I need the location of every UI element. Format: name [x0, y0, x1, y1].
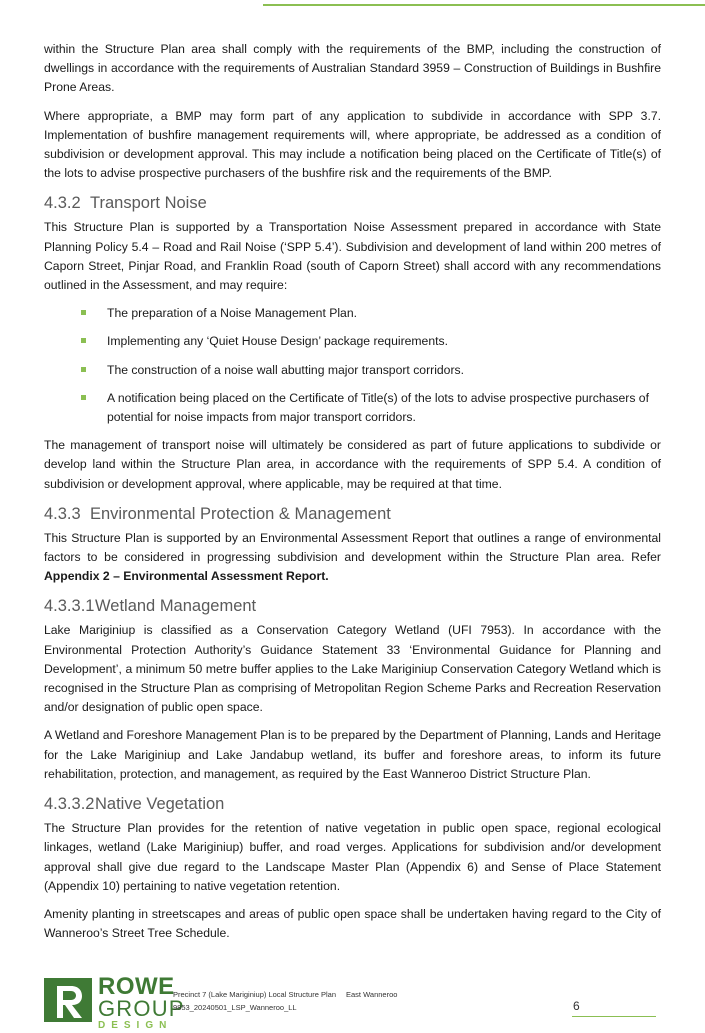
section-number: 4.3.3.1: [44, 597, 95, 616]
paragraph-wetland-foreshore-plan: A Wetland and Foreshore Management Plan is to be prepared by the Department of Planning, Lands and Heritage for the Lake Mariginiup and Lake Jandabup wetland, its buffer and foreshore areas, to inform its future rehabilitation, protection, and management, as required by the East Wanneroo District Structure Plan.: [44, 728, 661, 781]
logo-word-design: DESIGN: [98, 1020, 173, 1031]
section-number: 4.3.3: [44, 504, 81, 523]
logo-word-rowe: ROWE: [98, 973, 175, 1000]
logo-r-mark: [44, 978, 92, 1022]
appendix-reference: Appendix 2 – Environmental Assessment Report.: [44, 569, 329, 584]
paragraph-wetland-classification: Lake Mariginiup is classified as a Conservation Category Wetland (UFI 7953). In accordance with the Environmental Protection Authority’s Guidance Statement 33 ‘Environmental Guidance for Planning and Development’, a minimum 50 metre buffer applies to the Lake Mariginiup Conservation Category Wetland which is recognised in the Structure Plan as comprising of Metropolitan Region Scheme Parks and Recreation Reservation and/or designation of public open space.: [44, 623, 661, 715]
paragraph-text: This Structure Plan is supported by an Environmental Assessment Report that outlines a range of environmental factors to be considered in progressing subdivision and development within the Structure Plan area. Refer: [44, 530, 661, 565]
heading-wetland-management: [44, 595, 661, 617]
section-title: Environmental Protection & Management: [90, 504, 391, 523]
paragraph-native-vegetation-retention: The Structure Plan provides for the retention of native vegetation in public open space, regional ecological linkages, wetland (Lake Mariginiup) buffer, and road verges. Applications for subdivision and/or development approval shall give due regard to the Landscape Master Plan (Appendix 6) and Sense of Place Statement (Appendix 10) pertaining to native vegetation retention.: [44, 821, 661, 893]
section-title: Wetland Management: [95, 597, 257, 616]
paragraph-transport-noise-intro: This Structure Plan is supported by a Transportation Noise Assessment prepared in accordance with State Planning Policy 5.4 – Road and Rail Noise (‘SPP 5.4’). Subdivision and development of land within 200 metres of Caporn Street, Pinjar Road, and Franklin Road (south of Caporn Street) shall accord with any recommendations outlined in the Assessment, and may require:: [44, 220, 661, 293]
paragraph-bmp-compliance: within the Structure Plan area shall comply with the requirements of the BMP, including the construction of dwellings in accordance with the requirements of Australian Standard 3959 – Construction of Buildings in Bushfire Prone Areas.: [44, 42, 661, 95]
heading-transport-noise: [44, 192, 661, 214]
section-title: Native Vegetation: [95, 795, 225, 814]
footer-file-reference: 9853_20240501_LSP_Wanneroo_LL: [173, 1003, 297, 1012]
footer-location: East Wanneroo: [346, 990, 398, 999]
heading-native-vegetation: [44, 793, 661, 815]
section-number: 4.3.3.2: [44, 795, 95, 814]
heading-environmental-protection: [44, 503, 661, 525]
bullet-square-icon: [81, 338, 86, 343]
paragraph-environmental-assessment: [44, 529, 661, 587]
list-item-text: Implementing any ‘Quiet House Design’ package requirements.: [107, 334, 448, 349]
page-number-rule: [572, 1016, 656, 1017]
rowe-group-logo-icon: [44, 978, 92, 1022]
list-item: [107, 361, 661, 380]
logo-wordmark: [98, 975, 185, 1033]
list-item-text: A notification being placed on the Certificate of Title(s) of the lots to advise prospective purchasers of potential for noise impacts from major transport corridors.: [107, 390, 649, 425]
bullet-square-icon: [81, 367, 86, 372]
header-rule: [263, 4, 705, 6]
list-item-text: The construction of a noise wall abutting major transport corridors.: [107, 362, 464, 377]
paragraph-transport-noise-closing: The management of transport noise will ultimately be considered as part of future applications to subdivide or develop land within the Structure Plan area, in accordance with the requirements of SPP 5.4. A condition of subdivision or development approval, where applicable, may be required at that time.: [44, 438, 661, 491]
footer-document-info: [173, 988, 397, 1014]
page-footer: [0, 972, 705, 1031]
page-number: 6: [573, 999, 580, 1013]
footer-document-title: Precinct 7 (Lake Mariginiup) Local Structure Plan: [173, 990, 336, 999]
section-title: Transport Noise: [90, 194, 207, 213]
logo-word-group: GROUP: [98, 996, 185, 1021]
paragraph-bmp-application: Where appropriate, a BMP may form part of any application to subdivide in accordance with SPP 3.7. Implementation of bushfire management requirements will, where appropriate, be addressed as a condition of subdivision or development approval. This may include a notification being placed on the Certificate of Title(s) of the lots to advise prospective purchasers of the bushfire risk and the requirements of the BMP.: [44, 108, 661, 181]
bullet-square-icon: [81, 310, 86, 315]
transport-noise-requirements-list: [44, 304, 661, 427]
section-number: 4.3.2: [44, 194, 81, 213]
footer-title-line: [173, 988, 397, 1001]
document-body: [44, 40, 661, 952]
list-item: [107, 332, 661, 351]
list-item: [107, 389, 661, 427]
paragraph-amenity-planting: Amenity planting in streetscapes and areas of public open space shall be undertaken having regard to the City of Wanneroo’s Street Tree Schedule.: [44, 906, 661, 941]
list-item-text: The preparation of a Noise Management Plan.: [107, 306, 357, 321]
list-item: [107, 304, 661, 323]
bullet-square-icon: [81, 395, 86, 400]
